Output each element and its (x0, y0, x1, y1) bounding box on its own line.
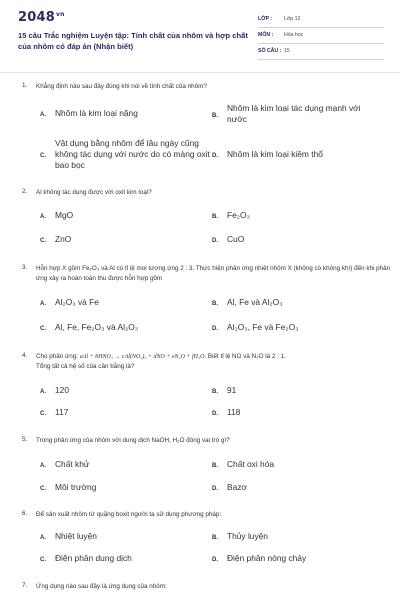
meta-subject-value: Hóa học (284, 32, 304, 38)
option-text: Al, Fe và Al₂O₃ (227, 297, 283, 307)
document-header (0, 0, 400, 66)
option-text: Môi trường (55, 482, 97, 492)
meta-count-value: 15 (284, 48, 290, 54)
question-number: 2. (22, 188, 28, 195)
option-letter: B. (212, 301, 218, 307)
meta-subject-key: MÔN : (258, 32, 274, 38)
option-letter: D. (212, 238, 218, 244)
question-number: 7. (22, 582, 28, 589)
option-text: MgO (55, 210, 74, 220)
question-text: Khẳng định nào sau đây đúng khi nói về tính chất của nhôm? (36, 83, 207, 90)
question-number: 3. (22, 264, 28, 271)
option-letter: D. (212, 326, 218, 332)
logo-suffix: vn (55, 10, 65, 18)
meta-count-key: SỐ CÂU : (258, 48, 282, 54)
option-text: Nhôm là kim loại tác dụng mạnh với nước (227, 103, 361, 124)
question-number: 5. (22, 436, 28, 443)
option-letter: A. (40, 214, 46, 220)
meta-count (258, 44, 384, 60)
option-letter: B. (212, 389, 218, 395)
option-text: 117 (55, 407, 69, 417)
question-number: 6. (22, 510, 28, 517)
option-text: Điện phân dung dịch (55, 553, 132, 563)
option-text: 118 (227, 407, 241, 417)
option-text: ZnO (55, 234, 72, 244)
option-text: Vật dụng bằng nhôm để lâu ngày cũng không tác dụng với nước do có màng oxit bao bọc (55, 138, 210, 170)
option-text: Chất khử (55, 459, 90, 469)
option-text: Al₂O₃ và Fe (55, 297, 99, 307)
option-text: Chất oxi hóa (227, 459, 275, 469)
option-letter: D. (212, 153, 218, 159)
meta-class-value: Lớp 12 (284, 16, 301, 22)
option-letter: B. (212, 113, 218, 119)
document-meta (258, 12, 384, 60)
option-text: Nhôm là kim loại kiềm thổ (227, 149, 323, 159)
option-letter: A. (40, 463, 46, 469)
question-number: 1. (22, 82, 28, 89)
option-text: Nhiệt luyện (55, 531, 97, 541)
option-text: 120 (55, 385, 69, 395)
option-letter: D. (212, 411, 218, 417)
option-letter: C. (40, 238, 46, 244)
header-divider (0, 72, 400, 73)
option-letter: A. (40, 389, 46, 395)
option-text: CuO (227, 234, 245, 244)
meta-class (258, 12, 384, 28)
logo-text: 2048 (18, 10, 55, 25)
option-letter: C. (40, 486, 46, 492)
option-letter: A. (40, 301, 46, 307)
document-title: 15 câu Trắc nghiệm Luyện tập: Tính chất của nhôm và hợp chất của nhôm có đáp án (Nhận biết) (18, 31, 248, 51)
question-text: Hỗn hợp X gồm Fe₂O₃ và Al có tỉ lệ mol tương ứng 2 : 3. Thực hiện phản ứng nhiệt nhôm X (không có không khí) đến khi phản ứng xảy ra hoàn toàn thu được hỗn hợp gồm (36, 265, 391, 282)
option-letter: A. (40, 535, 46, 541)
option-letter: B. (212, 214, 218, 220)
option-letter: D. (212, 486, 218, 492)
question-text (36, 352, 392, 372)
option-letter: C. (40, 411, 46, 417)
reaction-equation: aAl + bHNO₃ → cAl(NO₃)₃ + dNO + eN₂O + fH₂O (79, 354, 205, 360)
option-text: Al₂O₃, Fe và Fe₂O₃ (227, 322, 299, 332)
meta-class-key: LỚP : (258, 16, 273, 22)
option-text: 91 (227, 385, 237, 395)
question-text-before: Cho phản ứng: (36, 353, 79, 360)
option-letter: C. (40, 326, 46, 332)
option-text: Al, Fe, Fe₂O₃ và Al₂O₃ (55, 322, 139, 332)
option-letter: D. (212, 557, 218, 563)
question-text-line2: Tổng tất cả hệ số của cân bằng là? (36, 363, 135, 370)
option-letter: C. (40, 153, 46, 159)
site-logo[interactable] (18, 10, 65, 25)
option-letter: B. (212, 535, 218, 541)
question-text: Al không tác dụng được với oxit kim loại? (36, 189, 152, 196)
option-text: Điện phân nóng chảy (227, 553, 307, 563)
option-letter: C. (40, 557, 46, 563)
option-text: Nhôm là kim loại nặng (55, 108, 138, 118)
option-text: Thủy luyện (227, 531, 268, 541)
option-letter: A. (40, 112, 46, 118)
option-text: Fe₂O₃ (227, 210, 250, 220)
question-number: 4. (22, 352, 28, 359)
question-text: Để sản xuất nhôm từ quặng boxit người ta sử dụng phương pháp: (36, 511, 222, 518)
question-text-after: . Biết tỉ lệ NO và N₂O là 2 : 1. (204, 353, 286, 360)
question-text: Ứng dụng nào sau đây là ứng dụng của nhôm: (36, 583, 167, 590)
question-text: Trong phản ứng của nhôm với dung dịch NaOH, H₂O đóng vai trò gì? (36, 437, 230, 444)
option-letter: B. (212, 463, 218, 469)
meta-subject (258, 28, 384, 44)
option-text: Bazơ (227, 482, 247, 492)
